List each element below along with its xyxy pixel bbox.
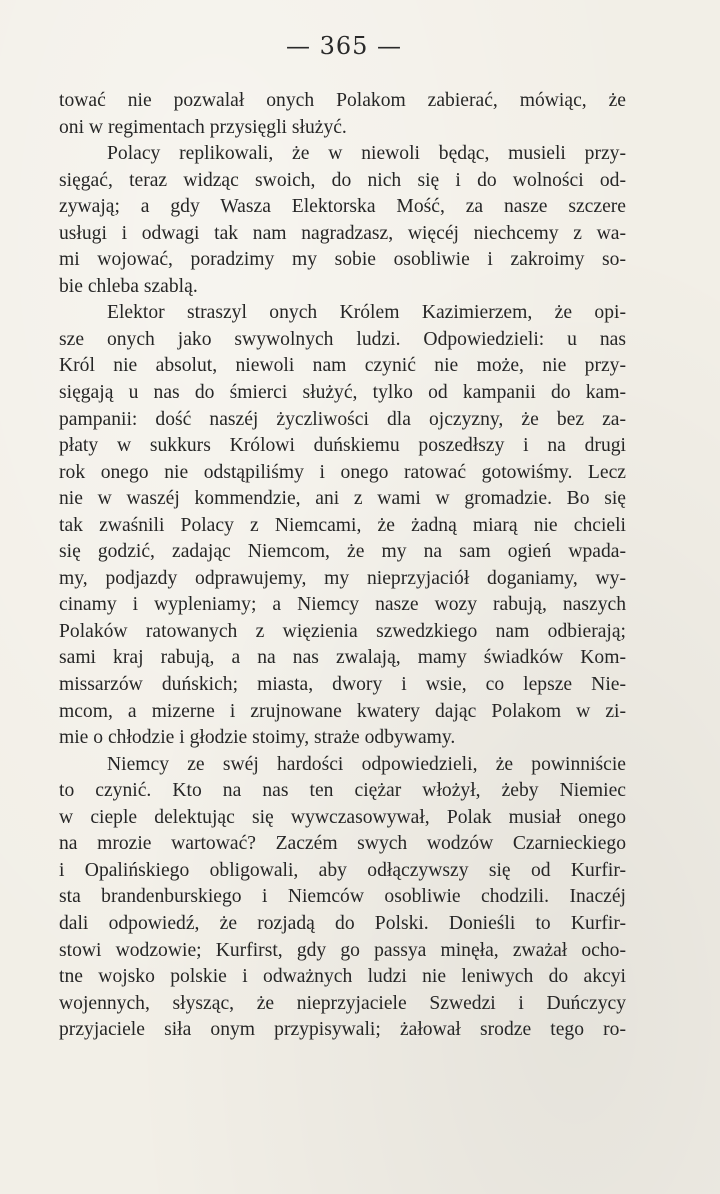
- page-number: — 365 —: [285, 32, 403, 60]
- text-line: Polacy replikowali, że w niewoli będąc, musieli przy-: [107, 143, 626, 165]
- text-line: missarzów duńskich; miasta, dwory i wsie, co lepsze Nie-: [59, 674, 626, 696]
- text-line: rok onego nie odstąpiliśmy i onego ratować gotowiśmy. Lecz: [59, 461, 626, 483]
- paragraph: [59, 88, 626, 141]
- text-line: nie w waszéj kommendzie, ani z wami w gromadzie. Bo się: [59, 488, 626, 510]
- text-line: sięgać, teraz widząc swoich, do nich się i do wolności od-: [59, 169, 626, 191]
- body-text: [59, 88, 626, 1044]
- text-line: tować nie pozwalał onych Polakom zabierać, mówiąc, że: [59, 90, 626, 111]
- text-line: oni w regimentach przysięgli służyć.: [59, 116, 347, 138]
- paragraph: [59, 141, 626, 300]
- text-line: dali odpowiedź, że rozjadą do Polski. Donieśli to Kurfir-: [59, 912, 626, 934]
- text-line: i Opalińskiego obligowali, aby odłączywszy się od Kurfir-: [59, 859, 626, 881]
- text-line: sami kraj rabują, a na nas zwalają, mamy świadków Kom-: [59, 647, 626, 669]
- text-line: się godzić, zadając Niemcom, że my na sam ogień wpada-: [59, 541, 626, 563]
- text-line: wojennych, słysząc, że nieprzyjaciele Szwedzi i Duńczycy: [59, 992, 626, 1014]
- text-line: usługi i odwagi tak nam nagradzasz, więcéj niechcemy z wa-: [59, 222, 626, 244]
- text-line: przyjaciele siła onym przypisywali; żałował srodze tego ro-: [59, 1019, 626, 1041]
- paragraph: [59, 300, 626, 751]
- text-line: Niemcy ze swéj hardości odpowiedzieli, że powinniście: [107, 753, 626, 775]
- text-line: my, podjazdy odprawujemy, my nieprzyjaciół doganiamy, wy-: [59, 567, 626, 589]
- text-line: mie o chłodzie i głodzie stoimy, straże odbywamy.: [59, 727, 456, 749]
- text-line: płaty w sukkurs Królowi duńskiemu poszedłszy i na drugi: [59, 435, 626, 457]
- text-line: na mrozie wartować? Zaczém swych wodzów Czarnieckiego: [59, 833, 626, 855]
- text-line: mi wojować, poradzimy my sobie osobliwie i zakroimy so-: [59, 249, 626, 271]
- text-line: cinamy i wypleniamy; a Niemcy nasze wozy rabują, naszych: [59, 594, 626, 616]
- text-line: w cieple delektując się wywczasowywał, Polak musiał onego: [59, 806, 626, 828]
- text-line: Król nie absolut, niewoli nam czynić nie może, nie przy-: [59, 355, 626, 377]
- text-line: sięgają u nas do śmierci służyć, tylko od kampanii do kam-: [59, 382, 626, 404]
- text-line: mcom, a mizerne i zrujnowane kwatery dając Polakom w zi-: [59, 700, 626, 722]
- text-line: Elektor straszyl onych Królem Kazimierzem, że opi-: [107, 302, 626, 324]
- paragraph: [59, 752, 626, 1044]
- text-line: zywają; a gdy Wasza Elektorska Mość, za nasze szczere: [59, 196, 626, 218]
- text-line: sze onych jako swywolnych ludzi. Odpowiedzieli: u nas: [59, 328, 626, 350]
- text-line: pampanii: dość naszéj życzliwości dla ojczyzny, że bez za-: [59, 408, 626, 430]
- text-line: tak zwaśnili Polacy z Niemcami, że żadną miarą nie chcieli: [59, 514, 626, 536]
- text-line: bie chleba szablą.: [59, 275, 198, 297]
- text-line: sta brandenburskiego i Niemców osobliwie chodzili. Inaczéj: [59, 886, 626, 908]
- text-line: to czynić. Kto na nas ten ciężar włożył, żeby Niemiec: [59, 780, 626, 802]
- text-line: stowi wodzowie; Kurfirst, gdy go passya minęła, zważał ocho-: [59, 939, 626, 961]
- text-line: Polaków ratowanych z więzienia szwedzkiego nam odbierają;: [59, 620, 626, 642]
- text-line: tne wojsko polskie i odważnych ludzi nie leniwych do akcyi: [59, 966, 626, 988]
